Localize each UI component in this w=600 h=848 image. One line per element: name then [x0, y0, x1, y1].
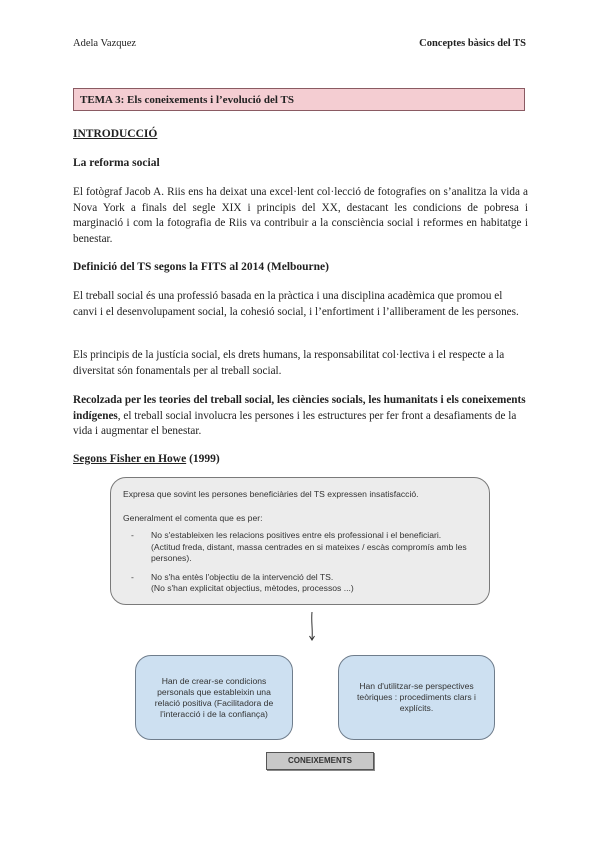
personal-conditions-text: Han de crear-se condicions personals que estableixin una relació positiva (Facilitadora de l'interacció i de la confiança) [154, 675, 274, 719]
personal-conditions-box [135, 655, 293, 740]
theoretical-perspectives-text: Han d'utilitzar-se perspectives teòriques : procediments clars i explícits. [357, 681, 476, 713]
coneixements-label-box [266, 752, 374, 770]
list-item-main: No s'ha entès l'objectiu de la intervenció del TS. [151, 571, 334, 582]
insatisfaction-intro: Expresa que sovint les persones beneficiàries del TS expressen insatisfacció. [123, 489, 419, 499]
insatisfaction-cause-list [123, 530, 477, 595]
reforma-social-text: El fotògraf Jacob A. Riis ens ha deixat una excel·lent col·lecció de fotografies on s’analitza la vida a Nova York a finals del segle XIX i principis del XX, destacant les condicions de pobresa i marginació i com la fotografia de Riis va contribuir a la consciència social i reformes en habitatge i benestar. [73, 186, 528, 245]
down-arrow-icon [306, 612, 318, 642]
list-item [123, 530, 477, 565]
list-dash: - [131, 571, 134, 582]
definicio-paragraph-2: Els principis de la justícia social, els drets humans, la responsabilitat col·lectiva i el respecte a la diversitat són fonamentals per al treball social. [73, 349, 505, 377]
definicio-paragraph-3-bold: Recolzada per les teories del treball social, les ciències socials, les humanitats i els coneixements indígenes [73, 394, 526, 422]
definicio-paragraph-3-rest: , el treball social involucra les persones i les estructures per fer front a desafiaments de la vida i augmentar el benestar. [73, 409, 517, 437]
definicio-paragraph-3 [73, 393, 528, 440]
definicio-heading: Definició del TS segons la FITS al 2014 (Melbourne) [73, 261, 329, 273]
fisher-howe-heading [73, 453, 220, 465]
list-item-detail: (Actitud freda, distant, massa centrades en si mateixes / escàs compromís amb les persones). [151, 541, 467, 563]
definicio-paragraph-1: El treball social és una professió basada en la pràctica i una disciplina acadèmica que promou el canvi i el desenvolupament social, la cohesió social, i l’enfortiment i l’alliberament de les persones. [73, 290, 519, 318]
list-item-detail: (No s'han explicitat objectius, mètodes, processos ...) [151, 583, 354, 593]
list-dash: - [131, 530, 134, 540]
topic-title: TEMA 3: Els coneixements i l’evolució del TS [80, 94, 294, 106]
list-item [123, 572, 477, 595]
list-item-main: No s'estableixen les relacions positives entre els professional i el beneficiari. [151, 530, 442, 540]
fisher-howe-heading-year: (1999) [186, 453, 220, 465]
introduction-heading: INTRODUCCIÓ [73, 128, 158, 140]
header-author: Adela Vazquez [73, 38, 137, 49]
reforma-social-heading: La reforma social [73, 157, 160, 169]
fisher-howe-heading-name: Segons Fisher en Howe [73, 453, 187, 465]
insatisfaction-box [110, 477, 490, 605]
topic-title-box [73, 88, 525, 111]
theoretical-perspectives-box [338, 655, 495, 740]
insatisfaction-cause-intro: Generalment el comenta que es per: [123, 512, 263, 523]
header-doc-title: Conceptes bàsics del TS [419, 38, 526, 49]
coneixements-label: CONEIXEMENTS [287, 756, 352, 765]
